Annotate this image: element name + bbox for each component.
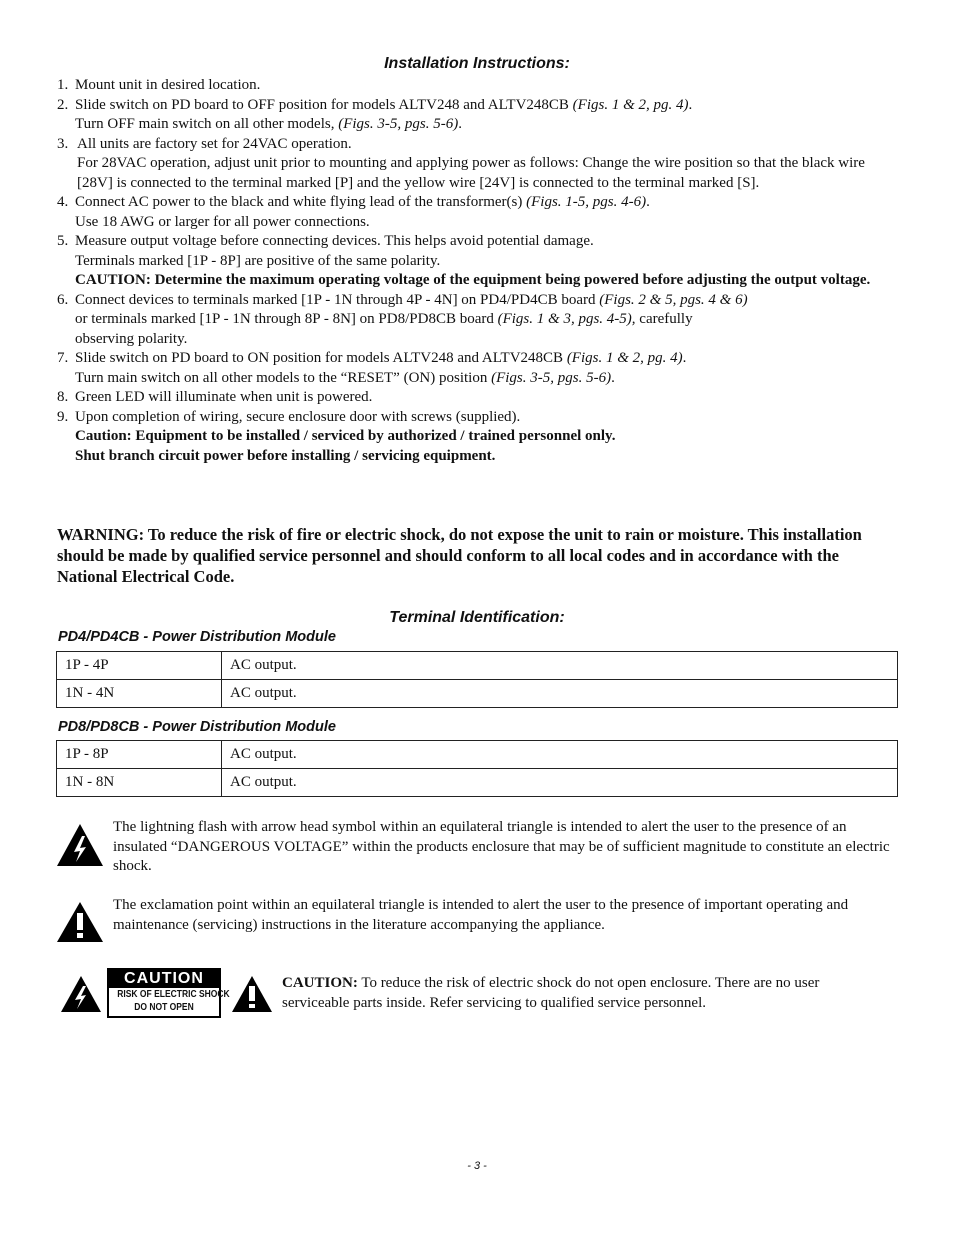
table-caption: PD4/PD4CB - Power Distribution Module (58, 629, 336, 645)
exclamation-triangle-icon (232, 976, 272, 1012)
list-item: 3. All units are factory set for 24VAC operation. For 28VAC operation, adjust unit prior to mounting and applying power as follows: Change the wire position so that the black wire [28V] is connected to the terminal marked [P] and the yellow wire [24V] is connected to the terminal marked [S]. (57, 135, 865, 191)
caution-label (107, 968, 230, 1018)
lightning-description: The lightning flash with arrow head symbol within an equilateral triangle is intended to alert the user to the presence of an insulated “DANGEROUS VOLTAGE” within the products enclosure that may be of sufficient magnitude to constitute an electric shock. (113, 819, 890, 874)
table-row: 1N - 8N AC output. (57, 769, 898, 797)
list-item: 6. Connect devices to terminals marked [1P - 1N through 4P - 4N] on PD4/PD4CB board (Figs. 2 & 5, pgs. 4 & 6) or terminals marked [1P - 1N through 8P - 8N] on PD8/PD8CB board (Figs. 1 & 3, pgs. 4-5), carefully observing polarity. (57, 291, 748, 347)
caution-label-title: CAUTION (109, 970, 219, 988)
lightning-triangle-icon (61, 976, 101, 1012)
terminal-table-pd8 (56, 740, 898, 797)
exclamation-triangle-icon (57, 896, 113, 949)
exclamation-description: The exclamation point within an equilateral triangle is intended to alert the user to the presence of important operating and maintenance (servicing) instructions in the literature accompanying the appliance. (113, 897, 849, 933)
lightning-notice (57, 818, 897, 877)
page-number: - 3 - (467, 1160, 487, 1172)
list-item: 7. Slide switch on PD board to ON position for models ALTV248 and ALTV248CB (Figs. 1 & 2, pg. 4). Turn main switch on all other models to the “RESET” (ON) position (Figs. 3-5, pgs. 5-6). (57, 350, 687, 386)
caution-block (57, 966, 897, 1026)
installation-list (57, 76, 897, 466)
lightning-triangle-icon (57, 818, 113, 877)
caution-text: Shut branch circuit power before installing / servicing equipment. (75, 447, 496, 464)
list-item: 8. Green LED will illuminate when unit is powered. (57, 389, 373, 405)
warning-paragraph: WARNING: To reduce the risk of fire or electric shock, do not expose the unit to rain or moisture. This installation should be made by qualified service personnel and should conform to all local codes and in accordance with the National Electrical Code. (57, 525, 862, 586)
list-item: 5. Measure output voltage before connecting devices. This helps avoid potential damage. Terminals marked [1P - 8P] are positive of the same polarity. CAUTION: Determine the maximum operating voltage of the equipment being powered before adjusting the output voltage. (57, 232, 897, 291)
list-item: 9. Upon completion of wiring, secure enclosure door with screws (supplied). Caution: Equipment to be installed / serviced by authorized / trained personnel only. Shut branch circuit power before installing / servicing equipment. (57, 408, 897, 467)
table-row: 1P - 4P AC output. (57, 652, 898, 680)
list-item: 4. Connect AC power to the black and white flying lead of the transformer(s) (Figs. 1-5, pgs. 4-6). Use 18 AWG or larger for all power connections. (57, 194, 650, 230)
exclamation-notice (57, 896, 897, 949)
list-item: 2. Slide switch on PD board to OFF position for models ALTV248 and ALTV248CB (Figs. 1 & 2, pg. 4). Turn OFF main switch on all other models, (Figs. 3-5, pgs. 5-6). (57, 96, 693, 132)
caution-text: Caution: Equipment to be installed / serviced by authorized / trained personnel only. (75, 428, 616, 444)
table-caption: PD8/PD8CB - Power Distribution Module (58, 719, 336, 735)
list-item: 1. Mount unit in desired location. (57, 77, 261, 93)
caution-label-line2: DO NOT OPEN (134, 1002, 194, 1013)
terminal-title: Terminal Identification: (389, 609, 565, 626)
table-row: 1N - 4N AC output. (57, 680, 898, 708)
terminal-table-pd4 (56, 651, 898, 708)
caution-label-line1: RISK OF ELECTRIC SHOCK (117, 989, 230, 1000)
table-row: 1P - 8P AC output. (57, 741, 898, 769)
installation-title: Installation Instructions: (384, 55, 570, 72)
caution-notice: CAUTION: To reduce the risk of electric shock do not open enclosure. There are no user serviceable parts inside. Refer servicing to qualified service personnel. (282, 975, 820, 1011)
caution-text: CAUTION: Determine the maximum operating voltage of the equipment being powered before adjusting the output voltage. (75, 272, 871, 288)
